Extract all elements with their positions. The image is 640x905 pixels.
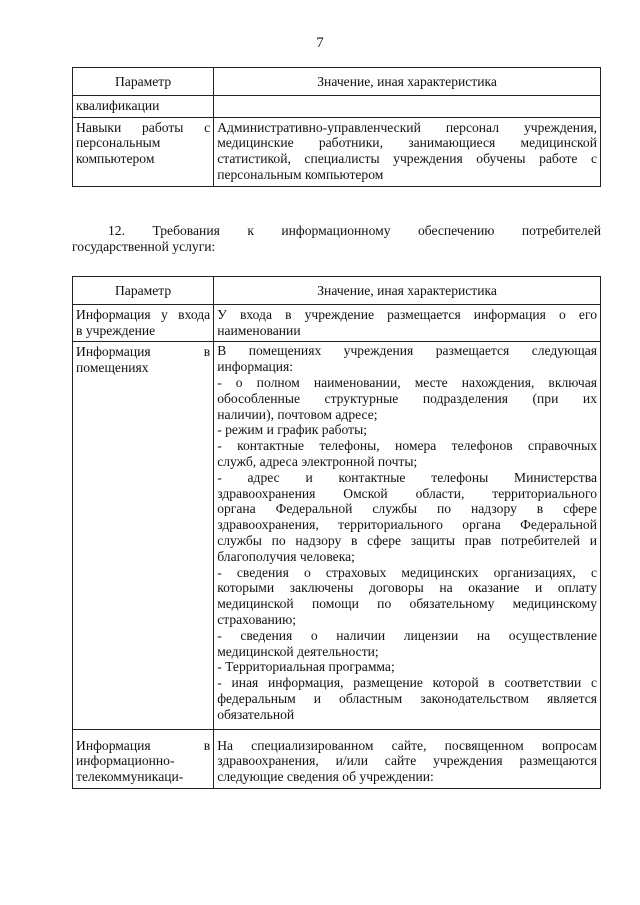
section-12-heading	[72, 223, 601, 255]
table-row	[73, 117, 601, 186]
value-line: медицинской деятельности;	[217, 643, 379, 659]
value-line: информация:	[217, 359, 294, 375]
param-line: персональным	[76, 135, 161, 151]
param-cell	[73, 95, 214, 117]
value-line: - сведения о наличии лицензии на осуществление	[217, 627, 597, 643]
value-line: - адрес и контактные телефоны Министерства	[217, 469, 597, 485]
value-line: персональным компьютером	[217, 166, 384, 182]
param-line: Навыки работы с	[76, 119, 211, 135]
page-number: 7	[316, 35, 324, 51]
header-parameter: Параметр	[73, 68, 214, 96]
param-line: информационно-	[76, 753, 175, 769]
value-line: благополучия человека;	[217, 548, 355, 564]
value-line: - о полном наименовании, месте нахождения, включая	[217, 374, 597, 390]
param-line: квалификации	[76, 97, 160, 113]
value-line: обособленные структурные подразделения (при их	[217, 390, 597, 406]
param-cell	[73, 729, 214, 788]
value-line: которыми заключены договоры на оказание и оплату	[217, 580, 597, 596]
value-line: службы по надзору в сфере защиты прав потребителей и	[217, 532, 597, 548]
value-line: - иная информация, размещение которой в соответствии с	[217, 675, 597, 691]
value-line: федеральным и областным законодательством является	[217, 690, 597, 706]
value-line: наличии), почтовом адресе;	[217, 406, 378, 422]
value-cell	[214, 342, 601, 729]
value-line: служб, адреса электронной почты;	[217, 453, 418, 469]
table-row	[73, 342, 601, 729]
param-cell	[73, 342, 214, 729]
param-line: Информация в	[76, 737, 211, 753]
value-line: следующие сведения об учреждении:	[217, 769, 434, 785]
param-line: Информация у входа	[76, 306, 211, 322]
value-cell	[214, 729, 601, 788]
qualification-table	[72, 67, 601, 187]
table-header-row	[73, 277, 601, 305]
section-12-line-2: государственной услуги:	[72, 239, 216, 254]
value-line: У входа в учреждение размещается информация о его	[217, 306, 597, 322]
value-line: страхованию;	[217, 611, 297, 627]
header-value: Значение, иная характеристика	[214, 68, 601, 96]
value-cell	[214, 304, 601, 342]
header-value: Значение, иная характеристика	[214, 277, 601, 305]
information-requirements-table	[72, 276, 601, 789]
param-cell	[73, 117, 214, 186]
table-row	[73, 729, 601, 788]
value-cell	[214, 117, 601, 186]
value-line: здравоохранения, и/или сайте учреждения размещаются	[217, 753, 597, 769]
table-header-row	[73, 68, 601, 96]
param-cell	[73, 304, 214, 342]
value-line: На специализированном сайте, посвященном вопросам	[217, 737, 597, 753]
value-line: органа Федеральной службы по надзору в сфере	[217, 501, 597, 517]
param-line: телекоммуникаци-	[76, 769, 184, 785]
header-parameter: Параметр	[73, 277, 214, 305]
param-line: в учреждение	[76, 322, 156, 338]
param-line: компьютером	[76, 151, 155, 167]
value-line: - контактные телефоны, номера телефонов справочных	[217, 438, 597, 454]
value-line: - Территориальная программа;	[217, 659, 395, 675]
value-line: здравоохранения, территориального органа Федеральной	[217, 517, 597, 533]
value-line: медицинской помощи по обязательному медицинскому	[217, 596, 597, 612]
value-line: статистикой, специалисты учреждения обучены работе с	[217, 151, 597, 167]
value-line: обязательной	[217, 706, 295, 722]
table-row	[73, 95, 601, 117]
value-cell	[214, 95, 601, 117]
value-line	[217, 98, 597, 114]
param-line: Информация в	[76, 344, 211, 360]
section-12-line-1: 12. Требования к информационному обеспечению потребителей	[108, 223, 601, 238]
value-line: - сведения о страховых медицинских организациях, с	[217, 564, 597, 580]
value-line: В помещениях учреждения размещается следующая	[217, 343, 597, 359]
value-line: Административно-управленческий персонал учреждения,	[217, 119, 597, 135]
value-line: медицинские работники, занимающиеся медицинской	[217, 135, 597, 151]
param-line: помещениях	[76, 360, 149, 376]
value-line: наименовании	[217, 322, 301, 338]
value-line: здравоохранения Омской области, территориального	[217, 485, 597, 501]
table-row	[73, 304, 601, 342]
value-line: - режим и график работы;	[217, 422, 368, 438]
